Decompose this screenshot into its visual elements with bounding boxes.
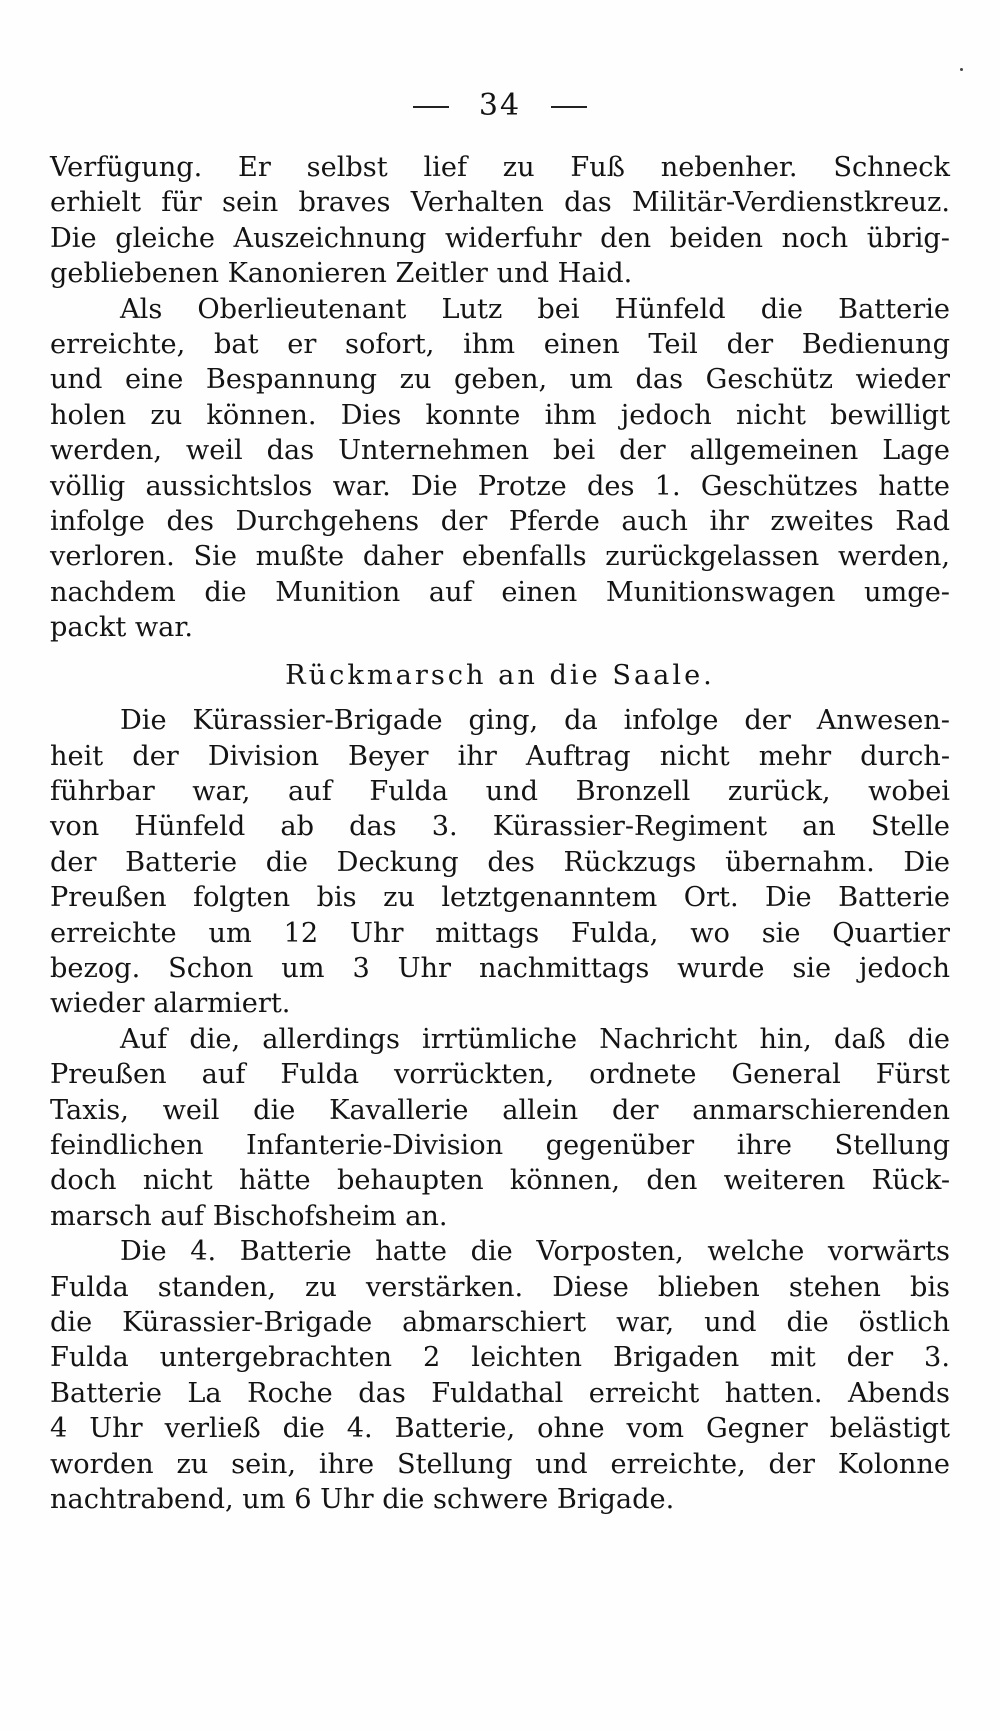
text-line: von Hünfeld ab das 3. Kürassier-Regiment an Stelle bbox=[50, 811, 950, 843]
text-line: Als Oberlieutenant Lutz bei Hünfeld die Batterie bbox=[120, 293, 950, 325]
text-line: holen zu können. Dies konnte ihm jedoch nicht bewilligt bbox=[50, 399, 950, 431]
text-line: packt war. bbox=[50, 612, 194, 644]
text-line: die Kürassier-Brigade abmarschiert war, und die östlich bbox=[50, 1307, 950, 1338]
text-line: führbar war, auf Fulda und Bronzell zurück, wobei bbox=[50, 775, 950, 807]
page-number: 34 bbox=[478, 88, 522, 123]
text-line: Die gleiche Auszeichnung widerfuhr den beiden noch übrig- bbox=[50, 222, 950, 254]
text-line: heit der Division Beyer ihr Auftrag nicht mehr durch- bbox=[50, 740, 950, 772]
page-body bbox=[50, 150, 950, 1517]
text-line: Die Kürassier-Brigade ging, da infolge der Anwesen- bbox=[120, 705, 950, 737]
text-line: verloren. Sie mußte daher ebenfalls zurückgelassen werden, bbox=[50, 541, 950, 573]
text-line: Preußen folgten bis zu letztgenanntem Ort. Die Batterie bbox=[50, 882, 950, 914]
text-line: der Batterie die Deckung des Rückzugs übernahm. Die bbox=[50, 846, 950, 878]
paragraph bbox=[50, 703, 950, 1022]
text-line: gebliebenen Kanonieren Zeitler und Haid. bbox=[50, 258, 633, 290]
section-heading: Rückmarsch an die Saale. bbox=[285, 659, 715, 691]
text-line: erreichte um 12 Uhr mittags Fulda, wo sie Quartier bbox=[50, 917, 950, 949]
paragraph bbox=[50, 150, 950, 292]
text-line: Preußen auf Fulda vorrückten, ordnete General Fürst bbox=[50, 1059, 950, 1091]
text-line: wieder alarmiert. bbox=[50, 988, 291, 1020]
text-line: Fulda standen, zu verstärken. Diese blieben stehen bis bbox=[50, 1271, 950, 1303]
paragraph bbox=[50, 292, 950, 646]
text-line: feindlichen Infanterie-Division gegenüber ihre Stellung bbox=[50, 1129, 950, 1161]
text-line: doch nicht hätte behaupten können, den weiteren Rück- bbox=[50, 1165, 950, 1197]
text-line: Taxis, weil die Kavallerie allein der anmarschierenden bbox=[50, 1094, 950, 1126]
text-line: infolge des Durchgehens der Pferde auch ihr zweites Rad bbox=[50, 506, 950, 538]
paragraph bbox=[50, 1234, 950, 1517]
text-line: völlig aussichtslos war. Die Protze des 1. Geschützes hatte bbox=[50, 470, 950, 502]
text-line: marsch auf Bischofsheim an. bbox=[50, 1200, 448, 1232]
text-line: Auf die, allerdings irrtümliche Nachricht hin, daß die bbox=[120, 1023, 950, 1055]
text-line: Batterie La Roche das Fuldathal erreicht hatten. Abends bbox=[50, 1377, 950, 1409]
text-line: 4 Uhr verließ die 4. Batterie, ohne vom Gegner belästigt bbox=[50, 1413, 950, 1445]
header-dash-left bbox=[413, 106, 449, 108]
text-line: worden zu sein, ihre Stellung und erreichte, der Kolonne bbox=[50, 1448, 950, 1480]
text-line: Die 4. Batterie hatte die Vorposten, welche vorwärts bbox=[120, 1236, 950, 1268]
text-line: nachtrabend, um 6 Uhr die schwere Brigade. bbox=[50, 1484, 675, 1516]
text-line: Verfügung. Er selbst lief zu Fuß nebenher. Schneck bbox=[50, 152, 950, 183]
text-line: erhielt für sein braves Verhalten das Militär-Verdienstkreuz. bbox=[50, 187, 950, 219]
text-line: und eine Bespannung zu geben, um das Geschütz wieder bbox=[50, 364, 950, 396]
text-line: erreichte, bat er sofort, ihm einen Teil der Bedienung bbox=[50, 329, 950, 361]
header-dash-right bbox=[551, 106, 587, 108]
text-line: Fulda untergebrachten 2 leichten Brigaden mit der 3. bbox=[50, 1342, 950, 1374]
text-line: bezog. Schon um 3 Uhr nachmittags wurde sie jedoch bbox=[50, 952, 950, 984]
paragraph bbox=[50, 1022, 950, 1234]
page-header bbox=[0, 88, 1000, 123]
stray-mark bbox=[960, 68, 963, 71]
text-line: nachdem die Munition auf einen Munitionswagen umge- bbox=[50, 576, 950, 608]
text-line: werden, weil das Unternehmen bei der allgemeinen Lage bbox=[50, 435, 950, 467]
